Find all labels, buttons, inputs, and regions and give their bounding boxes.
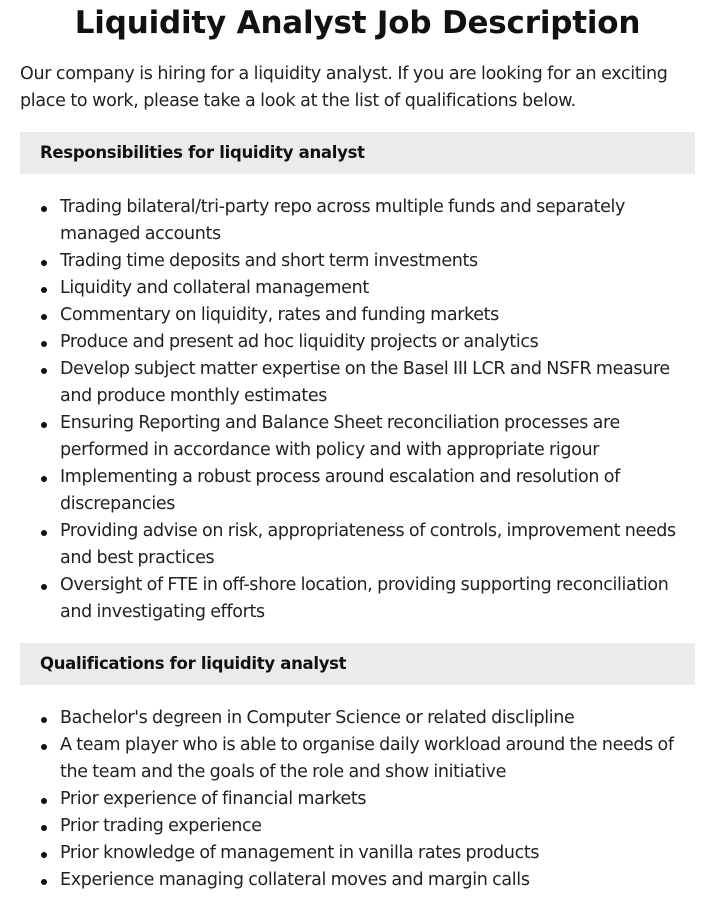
bullet-icon: [41, 341, 47, 347]
list-item: Produce and present ad hoc liquidity projects or analytics: [20, 329, 695, 356]
list-item: Bachelor's degreen in Computer Science or related disclipline: [20, 705, 695, 732]
bullet-icon: [41, 879, 47, 885]
bullet-icon: [41, 476, 47, 482]
bullet-icon: [41, 287, 47, 293]
bullet-icon: [41, 368, 47, 374]
bullet-icon: [41, 825, 47, 831]
list-item: Liquidity and collateral management: [20, 275, 695, 302]
list-item: Prior knowledge of management in vanilla rates products: [20, 840, 695, 867]
list-item: Commentary on liquidity, rates and funding markets: [20, 302, 695, 329]
responsibilities-heading: Responsibilities for liquidity analyst: [20, 132, 695, 174]
list-item: Implementing a robust process around escalation and resolution of discrepancies: [20, 464, 695, 518]
list-item: Prior trading experience: [20, 813, 695, 840]
bullet-icon: [41, 798, 47, 804]
page-title: Liquidity Analyst Job Description: [74, 5, 641, 41]
list-item: Oversight of FTE in off-shore location, providing supporting reconciliation and investigating efforts: [20, 572, 695, 626]
responsibilities-list: [20, 194, 695, 626]
qualifications-list: [20, 705, 695, 894]
list-item: Trading time deposits and short term investments: [20, 248, 695, 275]
list-item: Providing advise on risk, appropriateness of controls, improvement needs and best practices: [20, 518, 695, 572]
bullet-icon: [41, 530, 47, 536]
list-item: Experience managing collateral moves and margin calls: [20, 867, 695, 894]
list-item: Ensuring Reporting and Balance Sheet reconciliation processes are performed in accordance with policy and with appropriate rigour: [20, 410, 695, 464]
intro-paragraph: Our company is hiring for a liquidity analyst. If you are looking for an exciting place to work, please take a look at the list of qualifications below.: [20, 64, 668, 111]
bullet-icon: [41, 717, 47, 723]
bullet-icon: [41, 422, 47, 428]
bullet-icon: [41, 584, 47, 590]
list-item: Prior experience of financial markets: [20, 786, 695, 813]
bullet-icon: [41, 314, 47, 320]
list-item: A team player who is able to organise daily workload around the needs of the team and the goals of the role and show initiative: [20, 732, 695, 786]
bullet-icon: [41, 744, 47, 750]
bullet-icon: [41, 852, 47, 858]
qualifications-heading: Qualifications for liquidity analyst: [20, 643, 695, 685]
list-item: Trading bilateral/tri-party repo across multiple funds and separately managed accounts: [20, 194, 695, 248]
bullet-icon: [41, 206, 47, 212]
bullet-icon: [41, 260, 47, 266]
list-item: Develop subject matter expertise on the Basel III LCR and NSFR measure and produce monthly estimates: [20, 356, 695, 410]
